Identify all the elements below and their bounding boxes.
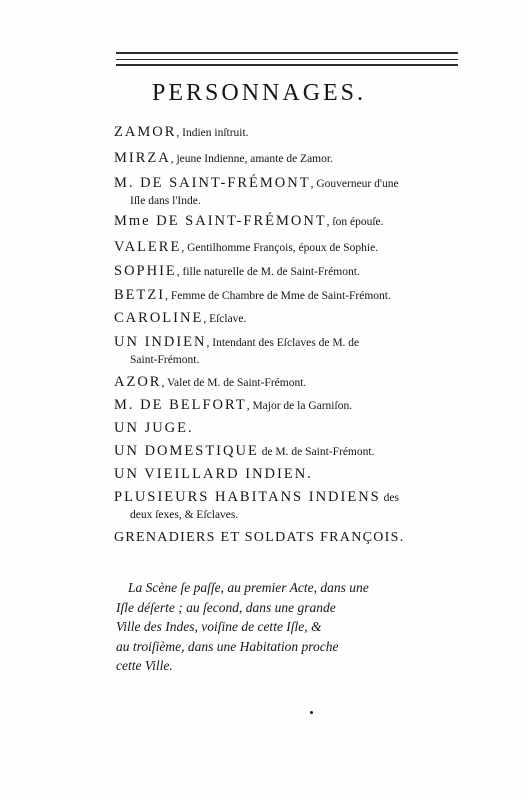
- character-description-continued: Iſle dans l'Inde.: [130, 195, 201, 207]
- character-entry: [114, 213, 464, 231]
- character-name: CAROLINE: [114, 310, 204, 326]
- page-mark-dot: [310, 711, 313, 714]
- character-description: , Major de la Garniſon.: [246, 400, 353, 412]
- character-name: BETZI: [114, 287, 166, 303]
- scene-line: cette Ville.: [116, 658, 173, 673]
- character-description: , Intendant des Eſclaves de M. de: [206, 337, 360, 349]
- character-entry: [114, 420, 464, 438]
- scene-line: au troiſième, dans une Habitation proche: [116, 638, 339, 654]
- character-name: UN VIEILLARD INDIEN.: [114, 466, 313, 482]
- character-name: MIRZA: [114, 150, 171, 166]
- character-description: , Gouverneur d'une: [310, 178, 399, 190]
- scene-note: [116, 578, 466, 676]
- ornamental-rule: [116, 52, 458, 66]
- scene-line: Ville des Indes, voiſine de cette Iſle, &: [116, 619, 322, 634]
- character-name: M. DE SAINT-FRÉMONT: [114, 175, 311, 191]
- character-name: ZAMOR: [114, 124, 177, 140]
- scene-line: La Scène ſe paſſe, au premier Acte, dans une: [128, 580, 369, 595]
- character-name: VALERE: [114, 239, 182, 255]
- character-entry: [114, 466, 464, 484]
- character-description: , ſon épouſe.: [326, 216, 384, 228]
- character-description: , fille naturelle de M. de Saint-Frémont.: [176, 266, 360, 278]
- character-entry: [114, 175, 464, 210]
- character-entry: [114, 334, 464, 369]
- character-entry: [114, 443, 464, 461]
- character-description: , jeune Indienne, amante de Zamor.: [170, 153, 333, 165]
- character-description: des: [380, 492, 399, 504]
- character-name: UN DOMESTIQUE: [114, 443, 259, 459]
- character-name: SOPHIE: [114, 263, 177, 279]
- character-name: Mme DE SAINT-FRÉMONT: [114, 213, 327, 229]
- character-entry: [114, 150, 464, 168]
- character-description: , Gentilhomme François, époux de Sophie.: [181, 242, 379, 254]
- character-entry: [114, 397, 464, 415]
- character-entry: [114, 263, 464, 281]
- character-name: AZOR: [114, 374, 162, 390]
- page-title: PERSONNAGES.: [152, 80, 367, 106]
- character-description: , Valet de M. de Saint-Frémont.: [161, 377, 307, 389]
- final-character-entry: GRENADIERS ET SOLDATS FRANÇOIS.: [114, 530, 405, 545]
- character-name: UN INDIEN: [114, 334, 207, 350]
- character-entry: [114, 310, 464, 328]
- character-description-continued: deux ſexes, & Eſclaves.: [130, 509, 239, 521]
- character-description: de M. de Saint-Frémont.: [258, 446, 375, 458]
- character-name: M. DE BELFORT: [114, 397, 247, 413]
- character-description: , Eſclave.: [203, 313, 247, 325]
- character-entry: [114, 489, 464, 524]
- character-entry: [114, 239, 464, 257]
- character-name: UN JUGE.: [114, 420, 194, 436]
- character-description-continued: Saint-Frémont.: [130, 354, 200, 366]
- character-entry: [114, 374, 464, 392]
- character-name: PLUSIEURS HABITANS INDIENS: [114, 489, 381, 505]
- character-entry: [114, 124, 464, 142]
- character-description: , Indien inſtruit.: [176, 127, 249, 139]
- character-entry: [114, 287, 464, 305]
- scene-line: Iſle déſerte ; au ſecond, dans une grande: [116, 599, 336, 615]
- character-description: , Femme de Chambre de Mme de Saint-Frémont.: [165, 290, 391, 302]
